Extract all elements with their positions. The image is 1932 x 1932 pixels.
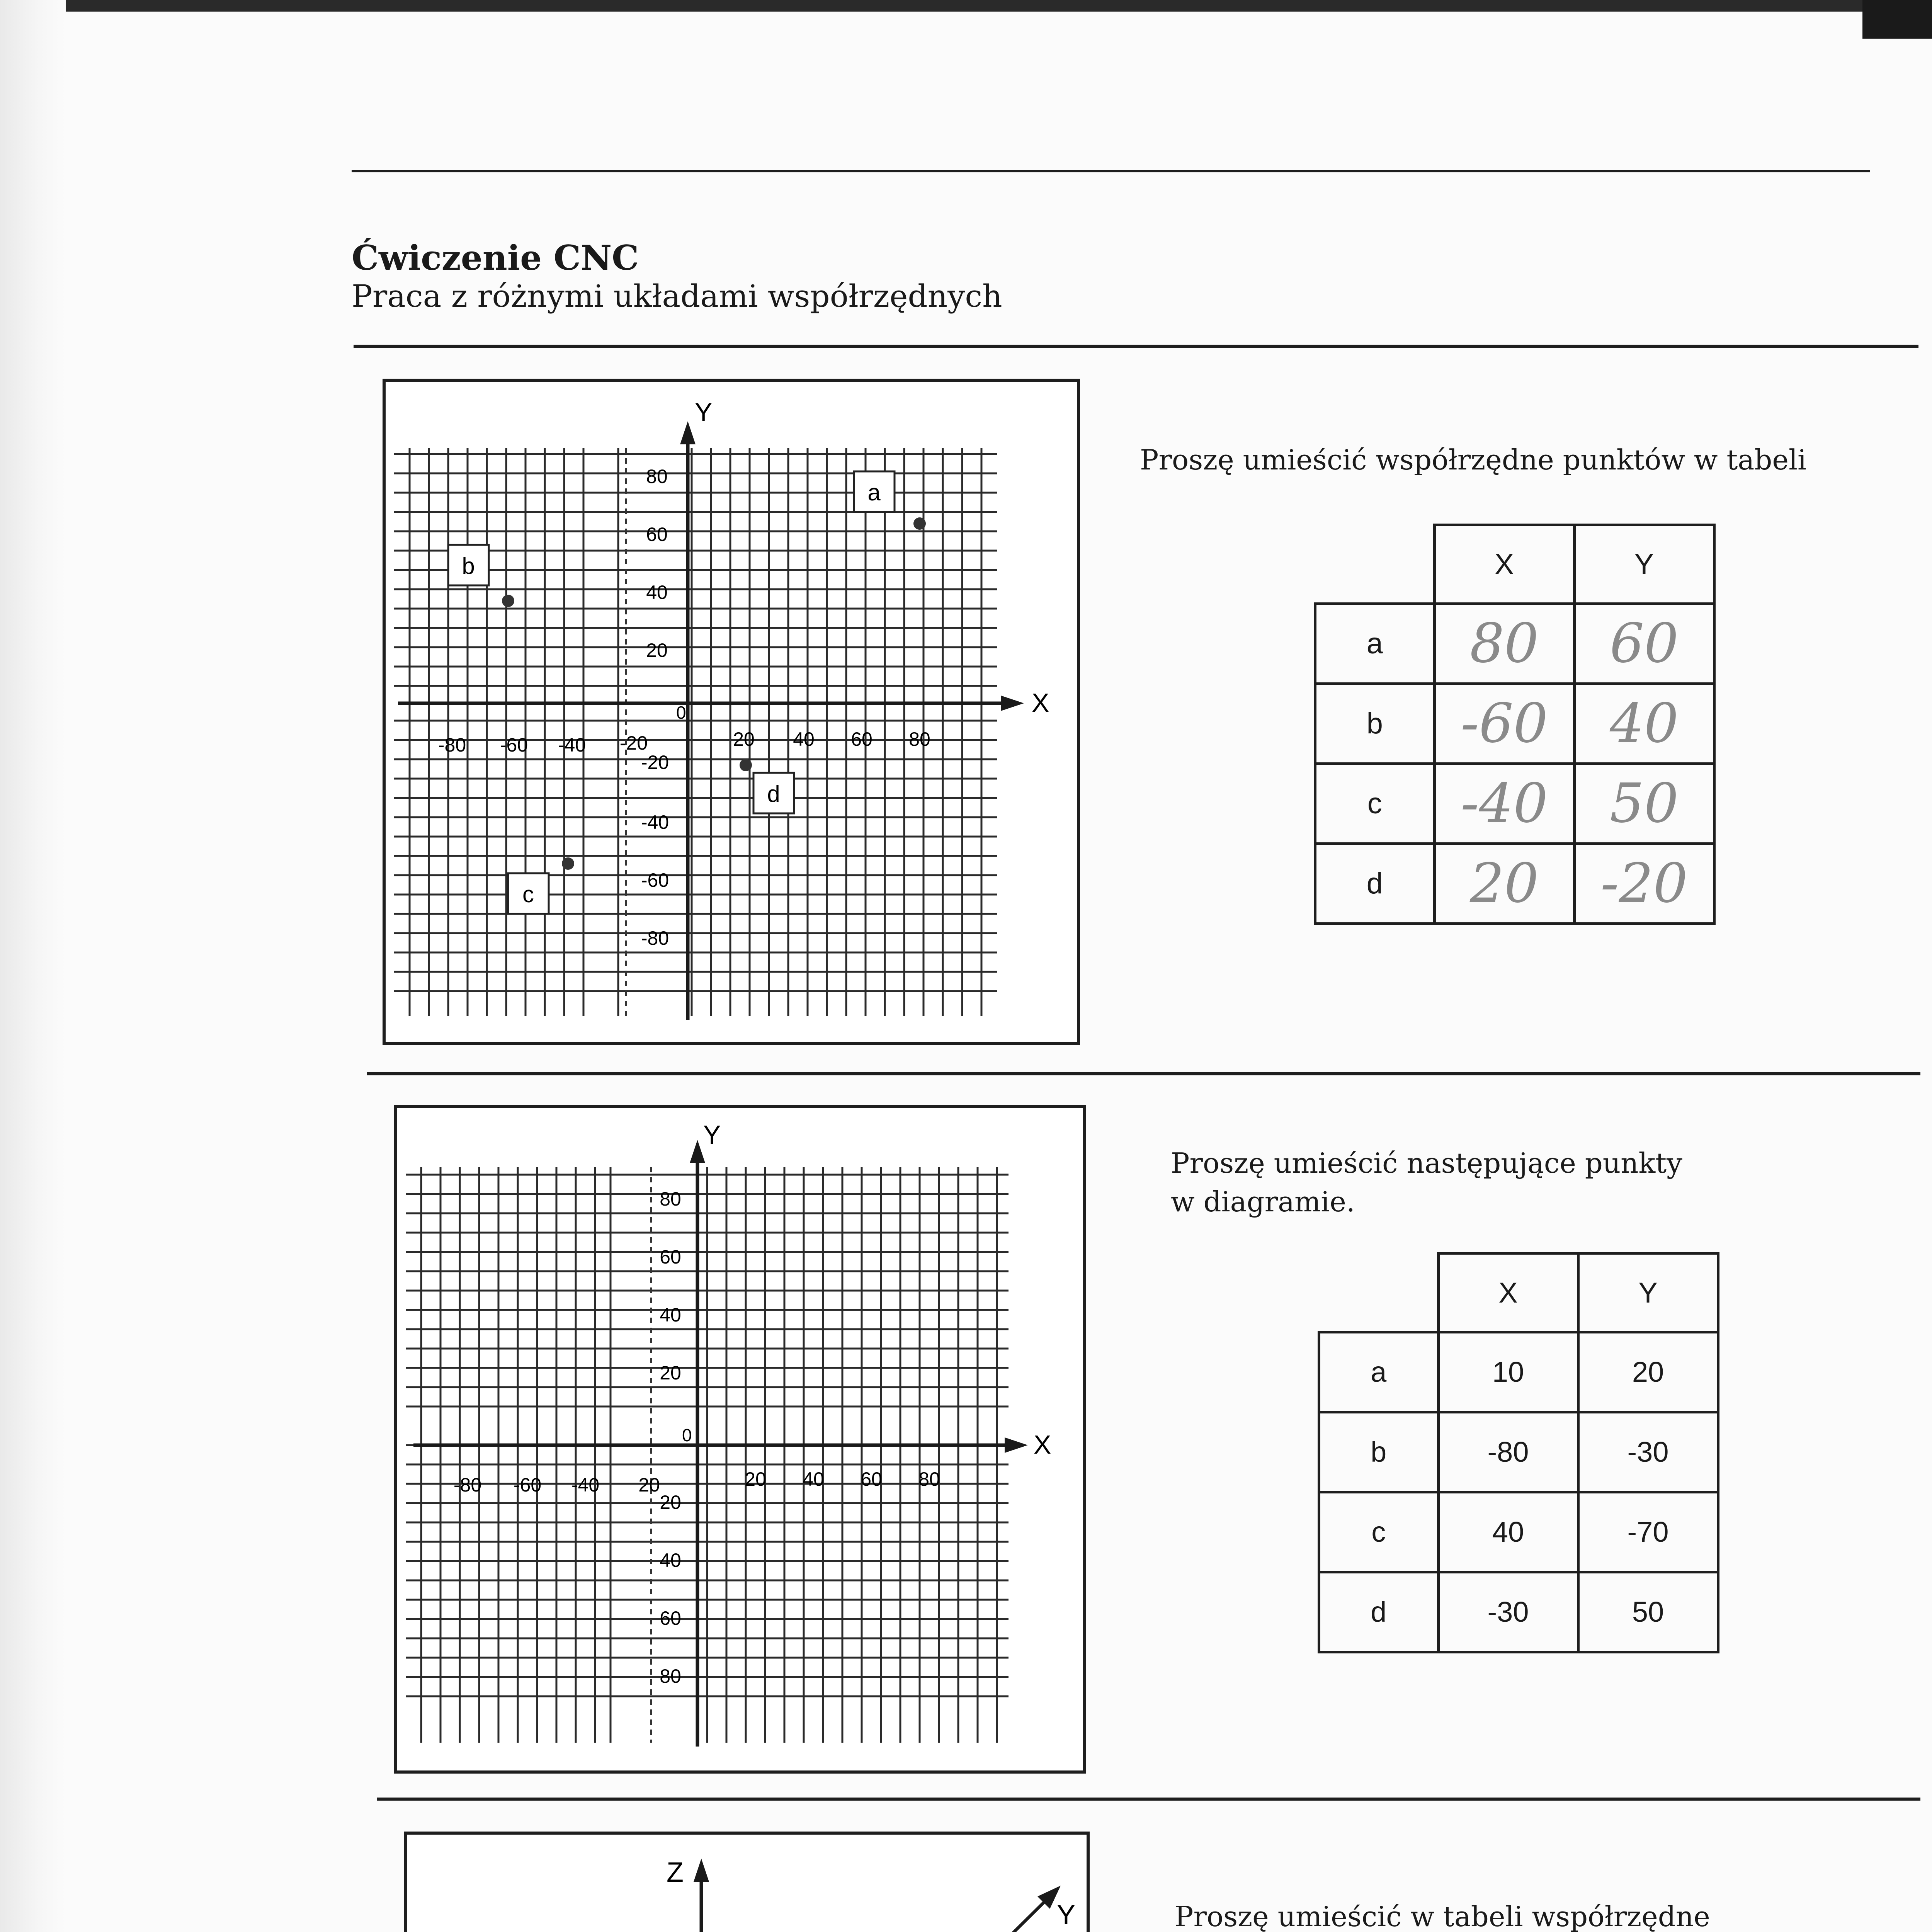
table-row	[1319, 1572, 1718, 1652]
point-label: d	[767, 781, 780, 807]
row-label: c	[1319, 1492, 1439, 1572]
y-axis-label: Y	[703, 1120, 721, 1150]
y-tick-label: 80	[660, 1665, 681, 1687]
y-tick-label: -80	[641, 927, 669, 949]
divider-section1	[367, 1072, 1920, 1075]
y-tick-label: 60	[660, 1607, 681, 1629]
section2-table	[1318, 1252, 1719, 1653]
x-tick-label: -20	[619, 732, 648, 754]
y-tick-label: 20	[660, 1492, 681, 1513]
table-header-row	[1315, 525, 1714, 604]
y-tick-label: -60	[641, 869, 669, 891]
y-tick-label: 40	[660, 1304, 681, 1326]
scan-corner-shadow	[1862, 0, 1932, 39]
x-tick-label: -80	[438, 734, 466, 756]
y-axis-label: Y	[1057, 1900, 1076, 1930]
point-label: a	[867, 480, 881, 505]
x-tick-label: -80	[453, 1474, 482, 1496]
table-row	[1315, 764, 1714, 844]
row-label: c	[1315, 764, 1435, 844]
y-tick-label: 80	[646, 466, 668, 487]
x-tick-label: 40	[803, 1468, 824, 1490]
table-cell: 20	[1578, 1332, 1718, 1412]
handwritten-cell[interactable]: 20	[1434, 844, 1574, 923]
x-tick-label: 40	[793, 728, 815, 750]
section1-table	[1314, 524, 1716, 925]
table-row	[1315, 684, 1714, 764]
table-row	[1315, 844, 1714, 923]
x-tick-label: 20	[745, 1468, 766, 1490]
section2-instruction: Proszę umieścić następujące punkty w diagramie.	[1171, 1147, 1682, 1218]
y-tick-label: 60	[646, 524, 668, 545]
y-tick-label: 80	[660, 1188, 681, 1210]
y-axis-label: Y	[695, 398, 713, 427]
x-tick-label: 80	[909, 728, 930, 750]
row-label: d	[1315, 844, 1435, 923]
row-label: a	[1319, 1332, 1439, 1412]
x-tick-label: 80	[918, 1468, 940, 1490]
origin-label: 0	[676, 702, 686, 723]
table-header-row	[1319, 1253, 1718, 1332]
x-tick-label: -60	[500, 734, 528, 756]
y-tick-label: -20	[641, 752, 669, 773]
x-tick-label: 20	[733, 728, 755, 750]
row-label: b	[1319, 1412, 1439, 1492]
table-cell: 50	[1578, 1572, 1718, 1652]
scan-top-edge	[0, 0, 1932, 12]
table-cell: -30	[1438, 1572, 1578, 1652]
table-cell: 40	[1438, 1492, 1578, 1572]
y-tick-label: 60	[660, 1246, 681, 1268]
section1-instruction: Proszę umieścić współrzędne punktów w tabeli	[1140, 444, 1807, 476]
x-tick-label: -40	[571, 1474, 600, 1496]
row-label: d	[1319, 1572, 1439, 1652]
section3-instruction: Proszę umieścić w tabeli współrzędne	[1175, 1900, 1710, 1932]
handwritten-cell[interactable]: -20	[1574, 844, 1714, 923]
table-row	[1319, 1492, 1718, 1572]
table-cell: -30	[1578, 1412, 1718, 1492]
table-row	[1315, 604, 1714, 684]
row-label: a	[1315, 604, 1435, 684]
graph-frame	[405, 1833, 1088, 1932]
y-tick-label: 40	[660, 1549, 681, 1571]
table-cell: -80	[1438, 1412, 1578, 1492]
handwritten-cell[interactable]: -40	[1434, 764, 1574, 844]
column-header: Y	[1574, 525, 1714, 604]
handwritten-cell[interactable]: -60	[1434, 684, 1574, 764]
x-tick-label: -40	[558, 734, 586, 756]
point-label: c	[522, 881, 534, 907]
y-tick-label: 20	[646, 639, 668, 661]
handwritten-cell[interactable]: 60	[1574, 604, 1714, 684]
x-tick-label: 60	[861, 1468, 882, 1490]
divider-section2	[377, 1798, 1920, 1801]
x-tick-label: 60	[851, 728, 872, 750]
divider-header	[354, 345, 1918, 348]
divider-top	[352, 170, 1870, 172]
section3-graph	[404, 1832, 1090, 1932]
handwritten-cell[interactable]: 80	[1434, 604, 1574, 684]
x-tick-label: -60	[513, 1474, 542, 1496]
table-row	[1319, 1412, 1718, 1492]
row-label: b	[1315, 684, 1435, 764]
scan-left-margin	[0, 0, 66, 1932]
point-label: b	[462, 553, 475, 579]
handwritten-cell[interactable]: 50	[1574, 764, 1714, 844]
section1-graph	[383, 379, 1080, 1045]
column-header: X	[1434, 525, 1574, 604]
handwritten-cell[interactable]: 40	[1574, 684, 1714, 764]
table-cell: -70	[1578, 1492, 1718, 1572]
table-row	[1319, 1332, 1718, 1412]
section2-graph	[394, 1105, 1086, 1774]
column-header: Y	[1578, 1253, 1718, 1332]
y-tick-label: 40	[646, 582, 668, 603]
x-tick-label: 20	[638, 1474, 660, 1496]
x-axis-label: X	[1032, 688, 1049, 718]
y-tick-label: 20	[660, 1362, 681, 1384]
x-axis-label: X	[1034, 1430, 1051, 1459]
y-tick-label: -40	[641, 811, 669, 833]
page-title: Ćwiczenie CNC	[352, 238, 639, 278]
column-header: X	[1438, 1253, 1578, 1332]
page-subtitle: Praca z różnymi układami współrzędnych	[352, 278, 1002, 314]
table-cell: 10	[1438, 1332, 1578, 1412]
origin-label: 0	[682, 1425, 692, 1445]
z-axis-label: Z	[667, 1857, 684, 1888]
